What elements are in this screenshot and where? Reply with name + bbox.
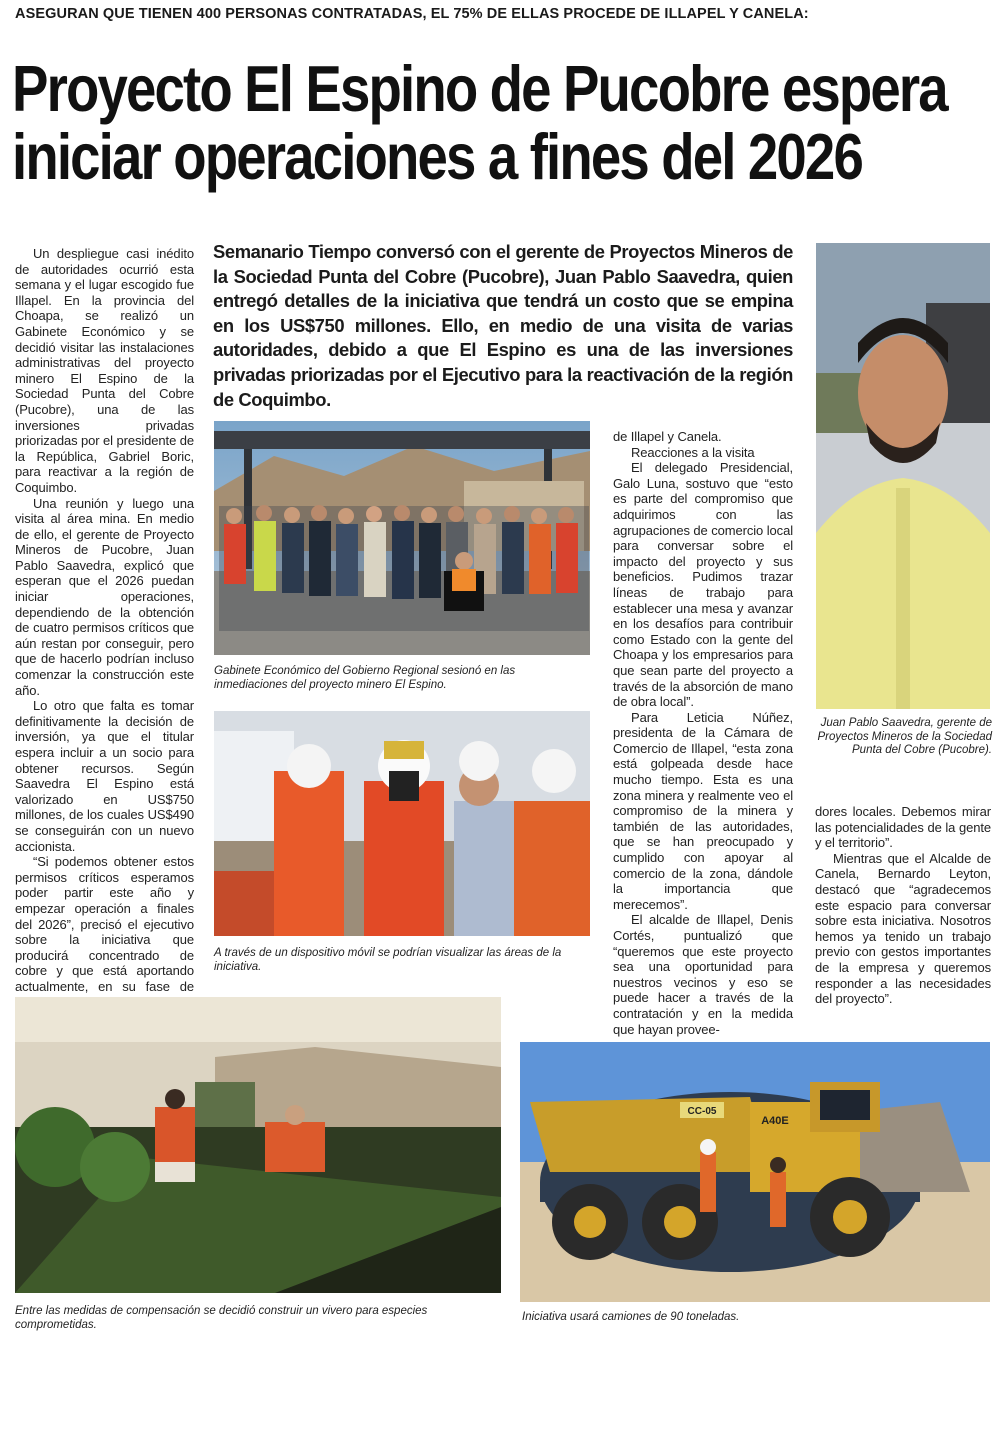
caption-device-photo: A través de un dispositivo móvil se podrían visualizar las áreas de la iniciativa. bbox=[214, 947, 562, 973]
paragraph: El delegado Presidencial, Galo Luna, sostuvo que “esto es parte del compromiso que adquirimos con las agrupaciones de comercio local para conversar sobre el impacto del proyecto y sus beneficios. Pudimos trazar líneas de trabajo para establecer una mesa y avanzar en los desafíos para contribuir como Estado con la gente del Choapa y los empresarios para que sean parte del proyecto a través de la absorción de mano de obra local”. bbox=[613, 460, 793, 710]
device-photo bbox=[214, 711, 590, 936]
kicker: ASEGURAN QUE TIENEN 400 PERSONAS CONTRATADAS, EL 75% DE ELLAS PROCEDE DE ILLAPEL Y CANELA: bbox=[15, 6, 809, 22]
caption-portrait: Juan Pablo Saavedra, gerente de Proyectos Mineros de la Sociedad Punta del Cobre (Pucobre). bbox=[817, 717, 992, 756]
truck-model-label: A40E bbox=[761, 1115, 789, 1127]
subhead: Reacciones a la visita bbox=[631, 444, 755, 460]
paragraph: Mientras que el Alcalde de Canela, Bernardo Leyton, destacó que “agradecemos este espacio para conversar sobre esta iniciativa. Nosotros hemos ya tenido un trabajo previo con gestos importantes de la empresa y queremos responder a las necesidades del proyecto”. bbox=[815, 850, 991, 1007]
caption-truck-photo: Iniciativa usará camiones de 90 toneladas. bbox=[522, 1311, 740, 1323]
headline bbox=[12, 52, 986, 193]
paragraph: de Illapel y Canela. bbox=[613, 429, 722, 444]
paragraph: Para Leticia Núñez, presidenta de la Cámara de Comercio de Illapel, “esta zona está golpeada desde hace mucho tiempo. Esta es una zona minera y realmente veo el compromiso de la minera y también de las autoridades, que se han preocupado y cumplido con apoyar al comercio de la zona, dándole la importancia que merecemos”. bbox=[613, 709, 793, 912]
truck-photo bbox=[520, 1042, 990, 1302]
headline-line-2: iniciar operaciones a fines del 2026 bbox=[12, 120, 862, 193]
headline-line-1: Proyecto El Espino de Pucobre espera bbox=[12, 52, 947, 125]
caption-nursery-photo: Entre las medidas de compensación se decidió construir un vivero para especies comprometidas. bbox=[15, 1305, 428, 1331]
paragraph: “Si podemos obtener estos permisos críticos esperamos poder partir este año y empezar operación a finales del 2026”, precisó el ejecutivo sobre la iniciativa que producirá concentrado de cobre y que está aportando actualmente, en su fase de bbox=[15, 854, 194, 994]
paragraph: Lo otro que falta es tomar definitivamente la decisión de inversión, ya que el titular espera incluir a un socio para obtener recursos. Según Saavedra El Espino está valorizado en US$750 millones, de los cuales US$490 se conseguirán con un nuevo accionista. bbox=[15, 698, 194, 854]
truck-plate-label: CC-05 bbox=[687, 1106, 717, 1117]
group-photo bbox=[214, 421, 590, 655]
caption-group-photo: Gabinete Económico del Gobierno Regional sesionó en las inmediaciones del proyecto minero El Espino. bbox=[214, 665, 516, 691]
body-column-3 bbox=[613, 429, 793, 1037]
paragraph: El alcalde de Illapel, Denis Cortés, puntualizó que “queremos que este proyecto sea una oportunidad para nuestros vecinos y eso se puede hacer a través de la contratación y en la medida que hayan provee- bbox=[613, 912, 793, 1037]
body-column-1 bbox=[15, 246, 194, 1041]
paragraph: Un despliegue casi inédito de autoridades ocurrió esta semana y el lugar escogido fue Illapel. En la provincia del Choapa, se realizó un Gabinete Económico y se decidió visitar las instalaciones administrativas del proyecto minero El Espino de la Sociedad Punta del Cobre (Pucobre), una de las inversiones privadas priorizadas por el presidente de la República, Gabriel Boric, para reactivar a la región de Coquimbo. bbox=[15, 246, 194, 495]
portrait-photo bbox=[816, 243, 990, 709]
body-column-4 bbox=[815, 804, 991, 1007]
lead-paragraph: Semanario Tiempo conversó con el gerente de Proyectos Mineros de la Sociedad Punta del Cobre (Pucobre), Juan Pablo Saavedra, quien entregó detalles de la iniciativa que tendrá un costo que se empina en los US$750 millones. Ello, en medio de una visita de varias autoridades, debido a que El Espino es una de las inversiones privadas priorizadas por el Ejecutivo para la reactivación de la región de Coquimbo. bbox=[213, 241, 793, 410]
paragraph: Una reunión y luego una visita al área mina. En medio de ello, el gerente de Proyecto Mineros de Pucobre, Juan Pablo Saavedra, explicó que esperan que el 2026 puedan iniciar operaciones, dependiendo de la obtención de cuatro permisos críticos que aún restan por conseguir, pero que de hacerlo podrían incluso comenzar la construcción este año. bbox=[15, 495, 194, 698]
nursery-photo bbox=[15, 997, 501, 1293]
paragraph: dores locales. Debemos mirar las potencialidades de la gente y el territorio”. bbox=[815, 804, 991, 851]
